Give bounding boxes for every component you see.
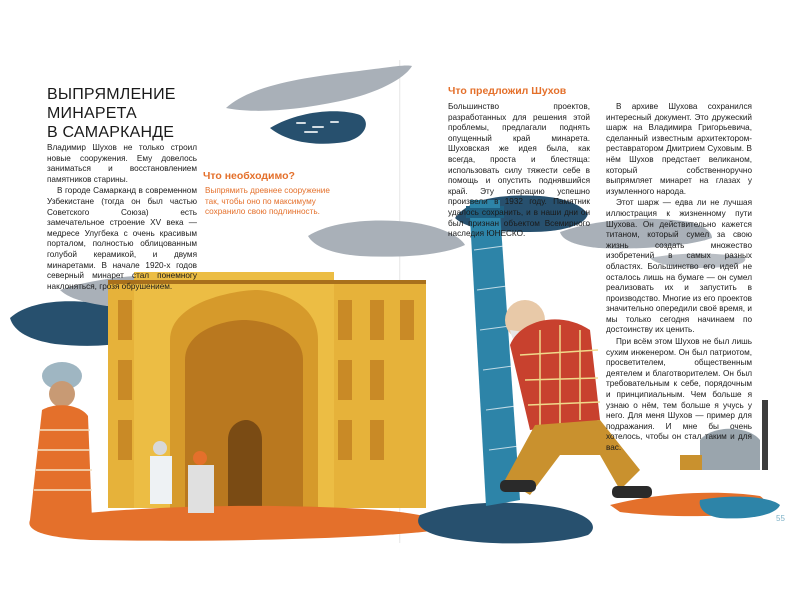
left-paragraph-1: Владимир Шухов не только строил новые сооружения. Ему довелось заниматься и восстановлением памятников старины. — [47, 143, 197, 184]
callout-heading: Что необходимо? — [203, 170, 295, 182]
page-number: 55 — [776, 514, 785, 523]
right-paragraph-2: Этот шарж — едва ли не лучшая иллюстрация к жизненному пути Шухова. Он действительно кажется титаном, который сумел за свою жизнь создать множество изобретений в самых разных областях. Большинство его идей не осталось лишь на бумаге — он сумел реализовать их и запустить в производство. Многие из его проектов значительно опередили своё время, и мы только сегодня начинаем по достоинству их ценить. — [606, 198, 752, 335]
article-title — [47, 85, 207, 142]
title-line-1: ВЫПРЯМЛЕНИЕ — [47, 86, 176, 103]
middle-column — [448, 102, 590, 241]
section-heading: Что предложил Шухов — [448, 85, 567, 97]
title-line-2: МИНАРЕТА — [47, 105, 137, 122]
title-line-3: В САМАРКАНДЕ — [47, 124, 175, 141]
left-column — [47, 143, 197, 293]
right-paragraph-1: В архиве Шухова сохранился интересный документ. Это дружеский шарж на Владимира Григорьевича, сделанный известным архитектором-реставратором Дмитрием Суховым. В нём Шухов предстает великаном, который собственноручно выпрямляет минарет на глазах у изумленного народа. — [606, 102, 752, 196]
middle-paragraph-1: Большинство проектов, разработанных для решения этой проблемы, предлагали поднять опущенный край минарета. Шуховская же идея была, как всегда, проста и блестяща: использовать силу тяжести себе в помощь и опустить поднявшийся край. Эту операцию успешно произвели в 1932 году. Памятник удалось сохранить, и в наши дни он был признан объектом Всемирного наследия ЮНЕСКО. — [448, 102, 590, 239]
right-column — [606, 102, 752, 455]
left-paragraph-2: В городе Самарканд в современном Узбекистане (тогда он был частью Советского Союза) есть замечательное строение XV века — медресе Улугбека с очень красивым порталом, полностью облицованным голубой керамикой, и двумя минаретами. В начале 1920-х годов северный минарет стал понемногу наклоняться, грозя обрушением. — [47, 186, 197, 291]
callout-text: Выпрямить древнее сооружение так, чтобы оно по максимуму сохранило свою подлинность. — [205, 186, 330, 217]
right-paragraph-3: При всём этом Шухов не был лишь сухим инженером. Он был патриотом, просветителем, общественным деятелем и благотворителем. Он был требовательным к себе, порядочным и принципиальным. Чем больше я узнаю о нём, тем больше я учусь у него. Для меня Шухов — пример для подражания. И мне бы очень хотелось, чтобы он стал таким и для вас. — [606, 337, 752, 452]
